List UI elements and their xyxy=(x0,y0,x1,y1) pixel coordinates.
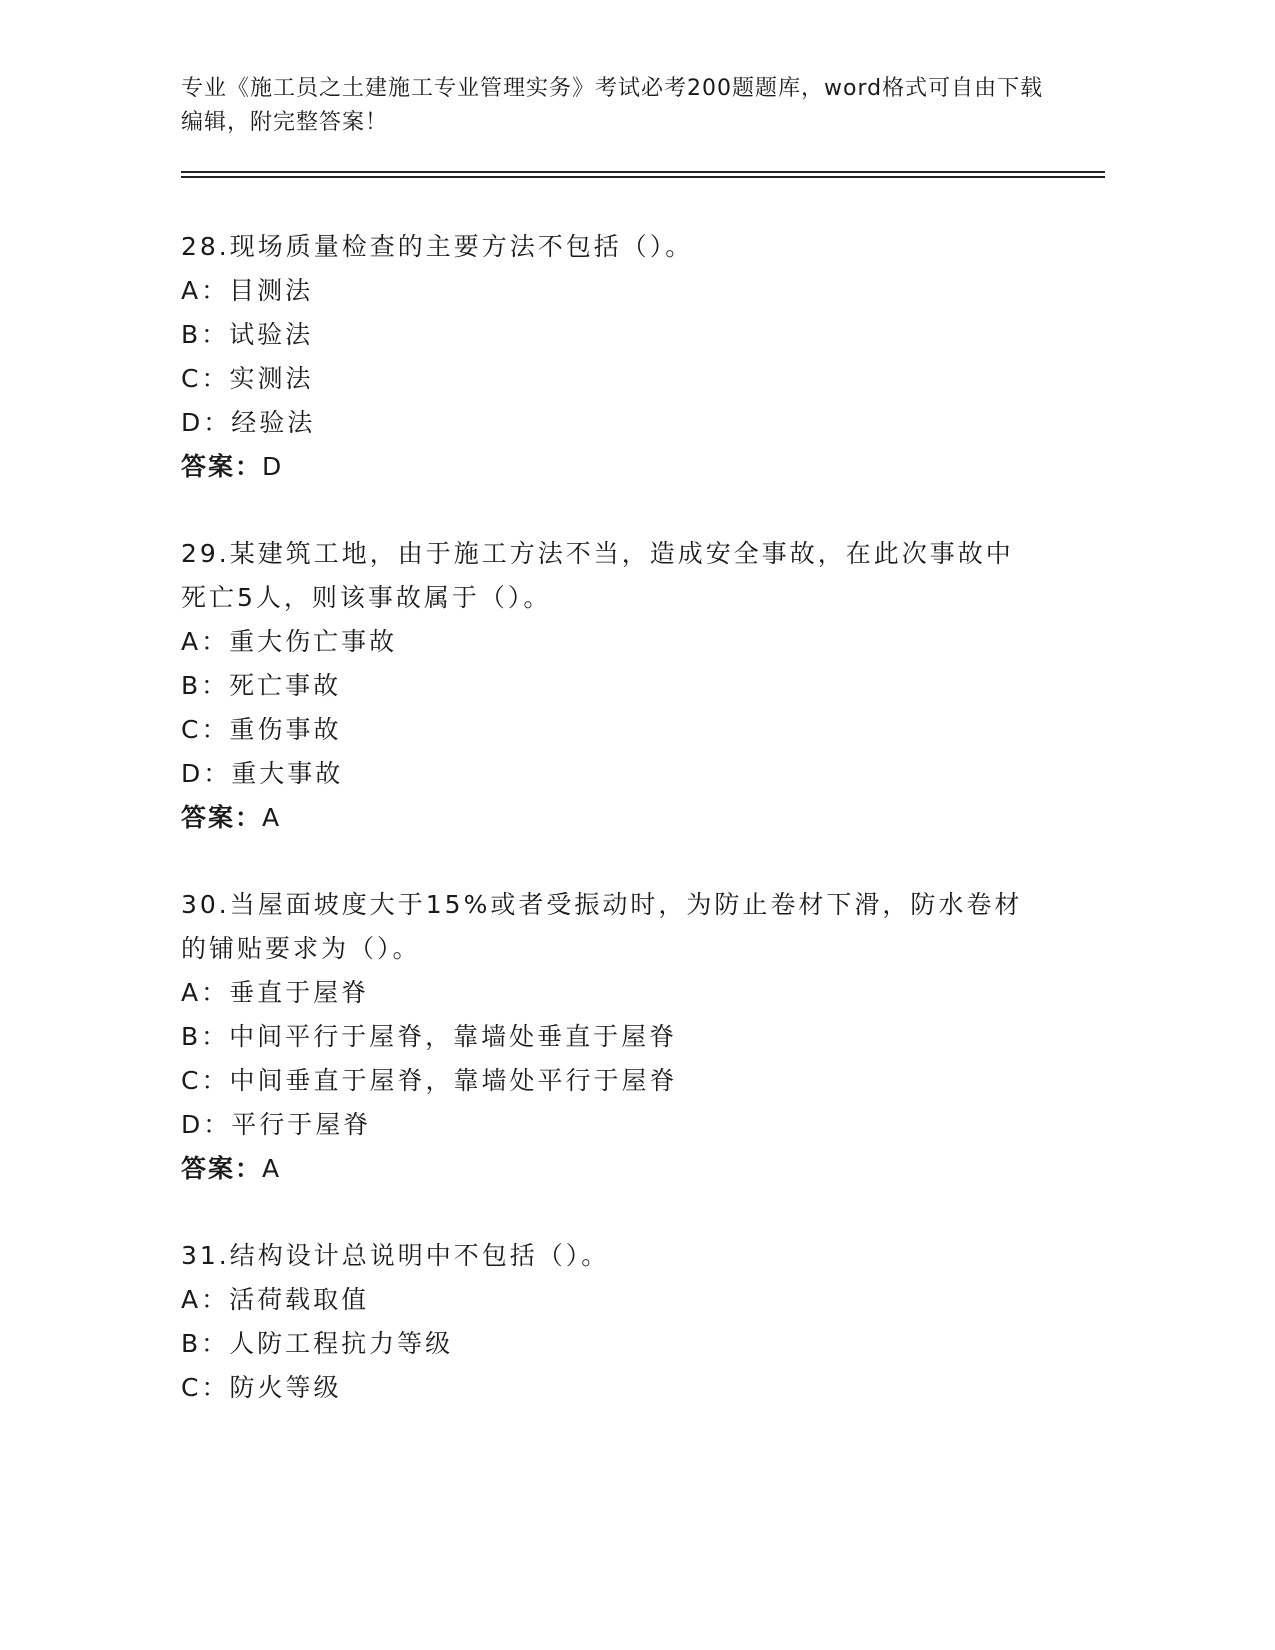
answer-label: 答案： xyxy=(181,1154,263,1183)
question-stem: 28.现场质量检查的主要方法不包括（）。 xyxy=(181,232,694,261)
option-a: A：重大伤亡事故 xyxy=(181,627,398,656)
question-30 xyxy=(181,883,1061,1191)
option-c: C：实测法 xyxy=(181,364,314,393)
option-a: A：目测法 xyxy=(181,276,314,305)
answer-line xyxy=(181,796,1061,840)
option-c: C：中间垂直于屋脊，靠墙处平行于屋脊 xyxy=(181,1066,678,1095)
answer-line xyxy=(181,445,1061,489)
option-a: A：活荷载取值 xyxy=(181,1285,370,1314)
answer-label: 答案： xyxy=(181,803,263,832)
document-title: 专业《施工员之土建施工专业管理实务》考试必考200题题库，word格式可自由下载编辑，附完整答案！ xyxy=(181,76,1044,135)
question-31 xyxy=(181,1234,1061,1410)
answer-value: A xyxy=(262,803,282,832)
option-d: D：经验法 xyxy=(181,408,316,437)
option-d: D：平行于屋脊 xyxy=(181,1110,372,1139)
option-b: B：中间平行于屋脊，靠墙处垂直于屋脊 xyxy=(181,1022,678,1051)
option-d: D：重大事故 xyxy=(181,759,344,788)
answer-value: A xyxy=(262,1154,282,1183)
option-c: C：重伤事故 xyxy=(181,715,342,744)
option-b: B：死亡事故 xyxy=(181,671,342,700)
question-stem: 30.当屋面坡度大于15%或者受振动时，为防止卷材下滑，防水卷材的铺贴要求为（）。 xyxy=(181,890,1023,963)
header-divider-bottom xyxy=(181,176,1105,178)
answer-label: 答案： xyxy=(181,452,263,481)
question-28 xyxy=(181,225,1061,489)
question-29 xyxy=(181,532,1061,840)
option-b: B：人防工程抗力等级 xyxy=(181,1329,454,1358)
header-divider-top xyxy=(181,171,1105,173)
option-b: B：试验法 xyxy=(181,320,314,349)
option-a: A：垂直于屋脊 xyxy=(181,978,370,1007)
answer-value: D xyxy=(262,452,284,481)
question-stem: 31.结构设计总说明中不包括（）。 xyxy=(181,1241,610,1270)
question-stem: 29.某建筑工地，由于施工方法不当，造成安全事故，在此次事故中死亡5人，则该事故属于（）。 xyxy=(181,539,1014,612)
option-c: C：防火等级 xyxy=(181,1373,342,1402)
question-list xyxy=(181,225,1061,1453)
answer-line xyxy=(181,1147,1061,1191)
